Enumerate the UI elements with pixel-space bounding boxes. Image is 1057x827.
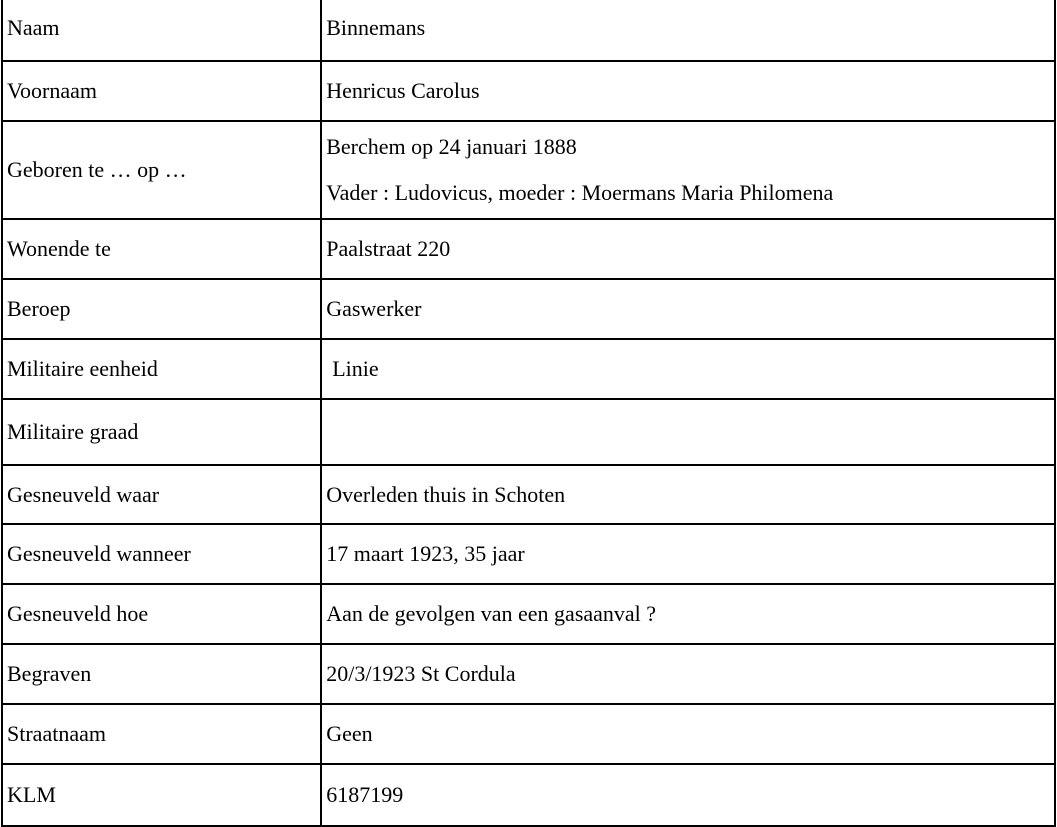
label-gesneuveld-wanneer: Gesneuveld wanneer [2,524,321,584]
value-geboren [321,121,1055,219]
value-naam [321,0,1055,61]
table-row-geboren [2,121,1055,219]
label-militaire-graad: Militaire graad [2,399,321,465]
value-wonende [321,219,1055,279]
table-row-beroep [2,279,1055,339]
label-klm: KLM [2,764,321,826]
label-militaire-eenheid: Militaire eenheid [2,339,321,399]
table-row-voornaam [2,61,1055,121]
value-wonende-text: Paalstraat 220 [326,236,451,261]
label-geboren: Geboren te … op … [2,121,321,219]
value-voornaam [321,61,1055,121]
table-row-gesneuveld-waar [2,465,1055,524]
table-row-klm [2,764,1055,826]
label-wonende: Wonende te [2,219,321,279]
label-gesneuveld-waar: Gesneuveld waar [2,465,321,524]
label-naam: Naam [2,0,321,61]
value-gesneuveld-hoe-text: Aan de gevolgen van een gasaanval ? [326,601,657,626]
table-row-naam [2,0,1055,61]
label-voornaam: Voornaam [2,61,321,121]
table-row-begraven [2,644,1055,704]
value-geboren-line-2: Vader : Ludovicus, moeder : Moermans Maria Philomena [326,180,834,205]
value-begraven-text: 20/3/1923 St Cordula [326,661,516,686]
value-voornaam-text: Henricus Carolus [326,78,480,103]
value-militaire-eenheid [321,339,1055,399]
table-row-gesneuveld-hoe [2,584,1055,644]
value-militaire-eenheid-text: Linie [332,356,379,381]
value-gesneuveld-wanneer [321,524,1055,584]
value-klm-text: 6187199 [326,782,404,807]
label-beroep: Beroep [2,279,321,339]
table-row-militaire-eenheid [2,339,1055,399]
value-gesneuveld-hoe [321,584,1055,644]
value-begraven [321,644,1055,704]
table-row-gesneuveld-wanneer [2,524,1055,584]
value-gesneuveld-wanneer-text: 17 maart 1923, 35 jaar [326,541,525,566]
table-row-militaire-graad [2,399,1055,465]
value-klm [321,764,1055,826]
value-gesneuveld-waar [321,465,1055,524]
value-beroep [321,279,1055,339]
value-straatnaam [321,704,1055,764]
table-row-straatnaam [2,704,1055,764]
value-geboren-line-1: Berchem op 24 januari 1888 [326,134,577,159]
label-begraven: Begraven [2,644,321,704]
value-gesneuveld-waar-text: Overleden thuis in Schoten [326,481,566,507]
table-row-wonende [2,219,1055,279]
value-beroep-text: Gaswerker [326,296,422,321]
value-naam-text: Binnemans [326,15,426,40]
record-table [1,0,1056,827]
value-militaire-graad [321,399,1055,465]
value-straatnaam-text: Geen [326,721,373,746]
label-gesneuveld-hoe: Gesneuveld hoe [2,584,321,644]
label-straatnaam: Straatnaam [2,704,321,764]
